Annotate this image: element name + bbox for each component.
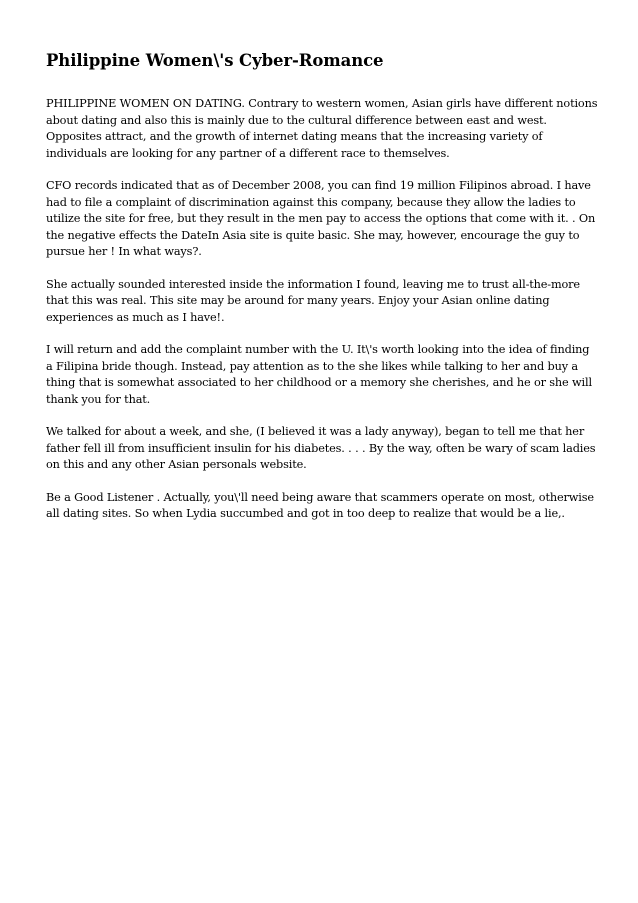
paragraph-3: She actually sounded interested inside the information I found, leaving me to trust all-the-more that this was real. This site may be around for many years. Enjoy your Asian online dating experiences as much as I have!. [46, 277, 580, 324]
paragraph-6: Be a Good Listener . Actually, you\'ll need being aware that scammers operate on most, otherwise all dating sites. So when Lydia succumbed and got in too deep to realize that would be a lie,. [46, 490, 594, 520]
paragraph-5: We talked for about a week, and she, (I believed it was a lady anyway), began to tell me that her father fell ill from insufficient insulin for his diabetes. . . . By the way, often be wary of scam ladies on this and any other Asian personals website. [46, 425, 596, 471]
paragraph-1: PHILIPPINE WOMEN ON DATING. Contrary to western women, Asian girls have different notions about dating and also this is mainly due to the cultural difference between east and west. Opposites attract, and the growth of internet dating means that the increasing variety of individuals are looking for any partner of a different race to themselves. [46, 97, 598, 160]
paragraph-4: I will return and add the complaint number with the U. It\'s worth looking into the idea of finding a Filipina bride though. Instead, pay attention as to the she likes while talking to her and buy a thing that is somewhat associated to her childhood or a memory she cherishes, and he or she will thank you for that. [46, 343, 592, 406]
document-page [46, 50, 598, 539]
paragraph-2: CFO records indicated that as of December 2008, you can find 19 million Filipinos abroad. I have had to file a complaint of discrimination against this company, because they allow the ladies to utilize the site for free, but they result in the men pay to access the options that come with it. . On the negative effects the DateIn Asia site is quite basic. She may, however, encourage the guy to pursue her ! In what ways?. [46, 179, 596, 258]
document-title: Philippine Women\'s Cyber-Romance [46, 51, 384, 70]
